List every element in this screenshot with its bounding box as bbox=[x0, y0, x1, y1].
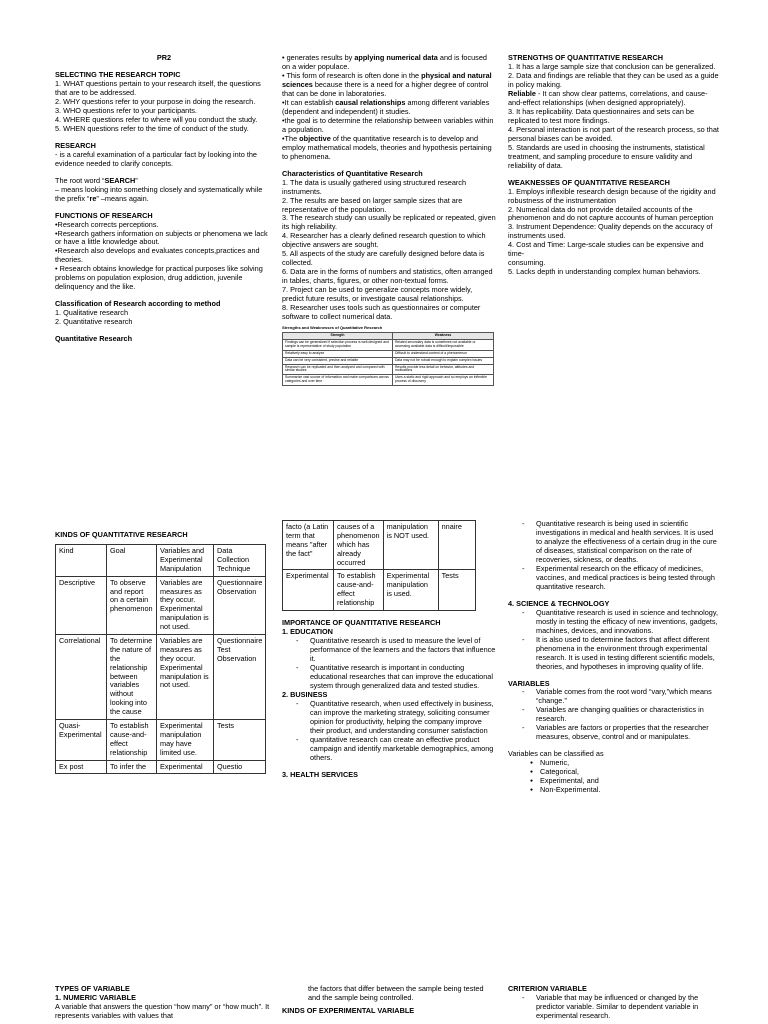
table-cell: Variables and Experimental Manipulation bbox=[157, 544, 214, 576]
page2-column-3 bbox=[508, 520, 720, 795]
table-cell: Data can be very consistent, precise and reliable bbox=[283, 357, 393, 364]
continuation-text: the factors that differ between the sample being tested and the sample being controlled. bbox=[308, 984, 484, 1002]
topic-heading: SELECTING THE RESEARCH TOPIC bbox=[55, 69, 181, 79]
functions-heading: FUNCTIONS OF RESEARCH bbox=[55, 210, 153, 220]
table-cell: Experimental bbox=[283, 570, 334, 611]
list-item: - Quantitative research is used to measure the level of performance of the learners and the factors that influence it. bbox=[296, 637, 496, 664]
quant-point: •The objective of the quantitative research is to develop and employ mathematical models, theories and hypothesis pertaining to phenomena. bbox=[282, 133, 492, 161]
characteristic-item: 5. All aspects of the study are carefully designed before data is collected. bbox=[282, 249, 485, 268]
variables-heading: VARIABLES bbox=[508, 678, 550, 688]
characteristic-item: 8. Researcher uses tools such as questionnaires or computer software to collect numerical data. bbox=[282, 303, 481, 322]
topic-item: 4. WHERE questions refer to where will you conduct the study. bbox=[55, 114, 258, 124]
classification-heading: Classification of Research according to method bbox=[55, 299, 221, 309]
page2-column-1 bbox=[55, 531, 279, 774]
table-cell: Tests bbox=[438, 570, 475, 611]
table-cell: Ex post bbox=[56, 760, 107, 774]
business-list bbox=[282, 700, 496, 763]
strengths-weaknesses-figure bbox=[282, 326, 496, 386]
list-item: - Quantitative research, when used effectively in business, can improve the marketing strategy, soliciting consumer opinion for productivity, helping the company improve their product, and understanding consumer satisfaction bbox=[296, 700, 496, 736]
table-cell: To establish cause-and-effect relationship bbox=[107, 720, 157, 761]
topic-item: 5. WHEN questions refer to the time of conduct of the study. bbox=[55, 123, 249, 133]
table-cell: Related secondary data is sometimes not available or accessing available data is difficult/impossible bbox=[392, 339, 493, 350]
table-cell: Correlational bbox=[56, 634, 107, 719]
table-cell: manipulation is NOT used. bbox=[383, 521, 438, 570]
page1-column-1 bbox=[55, 54, 273, 344]
function-item: • Research obtains knowledge for practical purposes like solving problems on population explosion, drug addiction, juvenile delinquency and the like. bbox=[55, 264, 263, 292]
function-item: •Research also develops and evaluates concepts,practices and theories. bbox=[55, 246, 260, 265]
quant-point: • generates results by applying numerical data and is focused on a wider populace. bbox=[282, 53, 487, 71]
kinds-table bbox=[55, 544, 266, 774]
education-list bbox=[282, 637, 496, 691]
strength-item: 3. It has replicability. Data questionnaires and sets can be replicated to test more findings. bbox=[508, 106, 695, 125]
types-heading: TYPES OF VARIABLE bbox=[55, 984, 130, 993]
strengths-weaknesses-table bbox=[282, 332, 494, 386]
classification-intro: Variables can be classified as bbox=[508, 749, 604, 759]
characteristic-item: 6. Data are in the forms of numbers and statistics, often arranged in tables, charts, figures, or other non-textual forms. bbox=[282, 267, 493, 286]
table-cell: To infer the bbox=[107, 760, 157, 774]
table-row bbox=[283, 350, 494, 357]
table-cell: To observe and report on a certain phenomenon bbox=[107, 576, 157, 634]
document-page-2 bbox=[0, 510, 768, 950]
list-item: - Quantitative research is used in science and technology, mostly in testing the efficacy of new inventions, gadgets, machines, devices, and innovations. bbox=[522, 609, 720, 636]
table-cell: nnaire bbox=[438, 521, 475, 570]
research-definition: - is a careful examination of a particular fact by looking into the evidence needed to clarify concepts. bbox=[55, 149, 257, 168]
table-row bbox=[283, 375, 494, 386]
table-header-cell: Weakness bbox=[392, 333, 493, 340]
strength-item: 1. It has a large sample size that conclusion can be generalized. bbox=[508, 61, 716, 71]
list-item: - It is also used to determine factors that affect different phenomena in the environment through experimental research. It is used in testing different scientific models, theories, and hypotheses in improving quality of life. bbox=[522, 636, 720, 672]
classification-list bbox=[508, 759, 720, 795]
table-cell: Variables are measures as they occur. Experimental manipulation is not used. bbox=[157, 634, 214, 719]
quantitative-heading: Quantitative Research bbox=[55, 334, 133, 344]
strength-item: 5. Standards are used in choosing the instruments, statistical treatment, and sampling procedure to ensure validity and reliability of data. bbox=[508, 142, 705, 170]
weakness-line: consuming. bbox=[508, 258, 546, 268]
weakness-line: robustness of the instrumentation bbox=[508, 195, 616, 205]
topic-item: 3. WHO questions refer to your participants. bbox=[55, 105, 197, 115]
table-cell: Experimental manipulation may have limited use. bbox=[157, 720, 214, 761]
table-row bbox=[56, 576, 266, 634]
table-cell: Summarize vast source of information and make comparisons across categories and over time bbox=[283, 375, 393, 386]
table-cell: Research can be replicated and then analyzed and compared with similar studies bbox=[283, 364, 393, 375]
table-cell: Goal bbox=[107, 544, 157, 576]
root-word-paragraph: The root word “SEARCH” – means looking into something closely and systematically while the prefix “re” –means again. bbox=[55, 175, 263, 203]
table-cell: Data Collection Technique bbox=[214, 544, 266, 576]
table-row bbox=[56, 544, 266, 576]
table-row bbox=[283, 364, 494, 375]
health-list bbox=[508, 520, 720, 592]
page3-column-2 bbox=[282, 984, 496, 1016]
list-item: - Variables are factors or properties that the researcher measures, observe, control and or manipulates. bbox=[522, 724, 720, 742]
table-cell: Descriptive bbox=[56, 576, 107, 634]
table-cell: Questionnaire Observation bbox=[214, 576, 266, 634]
strength-item: 2. Data and findings are reliable that they can be used as a guide in policy making. bbox=[508, 70, 719, 89]
kinds-table-continued bbox=[282, 520, 476, 611]
business-heading: 2. BUSINESS bbox=[282, 689, 328, 699]
classification-item: 1. Qualitative research bbox=[55, 308, 129, 318]
doc-title: PR2 bbox=[156, 53, 172, 62]
weakness-line: 5. Lacks depth in understanding complex human behaviors. bbox=[508, 267, 701, 277]
weakness-line: 1. Employs inflexible research design because of the rigidity and bbox=[508, 186, 716, 196]
table-cell: Uses a static and rigid approach and so employs an inflexible process of discovery bbox=[392, 375, 493, 386]
strength-item: Reliable - It can show clear patterns, correlations, and cause-and-effect relationships (when designed appropriately). bbox=[508, 88, 708, 107]
variables-list bbox=[508, 688, 720, 742]
table-cell: Quasi-Experimental bbox=[56, 720, 107, 761]
table-cell: Results provide less detail on behavior, attitudes and motivations bbox=[392, 364, 493, 375]
characteristic-item: 1. The data is usually gathered using structured research instruments. bbox=[282, 177, 467, 196]
list-item: ● Non-Experimental. bbox=[530, 786, 720, 795]
table-row bbox=[56, 634, 266, 719]
science-list bbox=[508, 609, 720, 672]
table-cell: Experimental manipulation is used. bbox=[383, 570, 438, 611]
research-heading: RESEARCH bbox=[55, 140, 96, 150]
quant-point: •the goal is to determine the relationship between variables within a population. bbox=[282, 115, 494, 134]
topic-item: 2. WHY questions refer to your purpose in doing the research. bbox=[55, 96, 256, 106]
function-item: •Research corrects perceptions. bbox=[55, 219, 159, 229]
topic-item: 1. WHAT questions pertain to your research itself, the questions that are to be addressed. bbox=[55, 78, 261, 97]
numeric-heading: 1. NUMERIC VARIABLE bbox=[55, 992, 136, 1002]
page2-column-2 bbox=[282, 520, 496, 779]
table-cell: Questionnaire Test Observation bbox=[214, 634, 266, 719]
weakness-line: 3. Instrument Dependence: Quality depends on the accuracy of bbox=[508, 222, 713, 232]
table-cell: To determine the nature of the relationship between variables without looking into the cause bbox=[107, 634, 157, 719]
table-cell: Relatively easy to analyze bbox=[283, 350, 393, 357]
table-row bbox=[283, 339, 494, 350]
characteristic-item: 3. The research study can usually be replicated or repeated, given its high reliability. bbox=[282, 213, 496, 232]
weaknesses-heading: WEAKNESSES OF QUANTITATIVE RESEARCH bbox=[508, 177, 670, 187]
list-item: - Quantitative research is being used in scientific investigations in medical and health services. It is used to analyze the effectiveness of a certain drug in the cure of diseases, statistical comparison on the rate of recoveries, sickness, or deaths. bbox=[522, 520, 720, 565]
kinds-experimental-heading: KINDS OF EXPERIMENTAL VARIABLE bbox=[282, 1005, 415, 1015]
weakness-line: instruments used. bbox=[508, 231, 566, 241]
table-row bbox=[283, 357, 494, 364]
list-item: ● Numeric, bbox=[530, 759, 720, 768]
weakness-line: 4. Cost and Time: Large-scale studies can be expensive and time- bbox=[508, 240, 704, 259]
table-row bbox=[56, 720, 266, 761]
table-cell: Kind bbox=[56, 544, 107, 576]
list-item: - Experimental research on the efficacy of medicines, vaccines, and medical practices is being tested through quantitative research. bbox=[522, 565, 720, 592]
characteristic-item: 2. The results are based on larger sample sizes that are representative of the population. bbox=[282, 195, 463, 214]
table-cell: Variables are measures as they occur. Experimental manipulation is not used. bbox=[157, 576, 214, 634]
table-row bbox=[283, 521, 476, 570]
list-item: - quantitative research can create an effective product campaign and identify marketable demographics, among others. bbox=[296, 736, 496, 763]
importance-heading: IMPORTANCE OF QUANTITATIVE RESEARCH bbox=[282, 618, 441, 628]
characteristics-heading: Characteristics of Quantitative Research bbox=[282, 168, 423, 178]
table-cell: To establish cause-and-effect relationship bbox=[334, 570, 384, 611]
list-item: ● Experimental, and bbox=[530, 777, 720, 786]
document-page-1 bbox=[0, 0, 768, 490]
page3-column-1 bbox=[55, 985, 273, 1021]
table-cell: Findings can be generalized if selection process is well-designed and sample is representative of study population bbox=[283, 339, 393, 350]
table-cell: Experimental bbox=[157, 760, 214, 774]
figure-caption: Strengths and Weaknesses of Quantitative Research bbox=[282, 325, 383, 331]
criterion-heading: CRITERION VARIABLE bbox=[508, 984, 587, 993]
list-item: - Variable that may be influenced or changed by the predictor variable. Similar to dependent variable in experimental research. bbox=[522, 994, 720, 1021]
table-cell: Difficult to understand context of a phenomenon bbox=[392, 350, 493, 357]
table-cell: Data may not be robust enough to explain complex issues bbox=[392, 357, 493, 364]
table-row bbox=[56, 760, 266, 774]
table-cell: Questio bbox=[214, 760, 266, 774]
quant-point: •It can establish causal relationships among different variables (dependent and independent) it studies. bbox=[282, 97, 490, 116]
page1-column-2 bbox=[282, 54, 496, 386]
weakness-line: phenomenon and do not capture accounts of human perception bbox=[508, 213, 714, 223]
list-item: - Quantitative research is important in conducting educational researches that can improve the educational system through generalized data and tested studies. bbox=[296, 664, 496, 691]
strength-item: 4. Personal interaction is not part of the research process, so that personal biases can be avoided. bbox=[508, 124, 719, 143]
list-item: ● Categorical, bbox=[530, 768, 720, 777]
table-cell: facto (a Latin term that means "after the fact" bbox=[283, 521, 334, 570]
list-item: - Variable comes from the root word “vary,”which means “change.” bbox=[522, 688, 720, 706]
list-item: - Variables are changing qualities or characteristics in research. bbox=[522, 706, 720, 724]
criterion-list bbox=[508, 994, 720, 1021]
kinds-heading: KINDS OF QUANTITATIVE RESEARCH bbox=[55, 530, 188, 539]
numeric-text: A variable that answers the question “how many” or “how much”. It represents variables with values that bbox=[55, 1001, 270, 1020]
page3-column-3 bbox=[508, 985, 720, 1021]
education-heading: 1. EDUCATION bbox=[282, 626, 333, 636]
table-header-cell: Strength bbox=[283, 333, 393, 340]
table-cell: causes of a phenomenon which has already occurred bbox=[334, 521, 384, 570]
quant-point: • This form of research is often done in the physical and natural sciences because there is a need for a higher degree of control that can be done in laboratories. bbox=[282, 70, 492, 98]
table-cell: Tests bbox=[214, 720, 266, 761]
characteristic-item: 7. Project can be used to generalize concepts more widely, predict future results, or investigate causal relationships. bbox=[282, 285, 473, 304]
science-heading: 4. SCIENCE & TECHNOLOGY bbox=[508, 598, 610, 608]
page1-column-3 bbox=[508, 54, 720, 277]
strengths-heading: STRENGTHS OF QUANTITATIVE RESEARCH bbox=[508, 53, 663, 62]
function-item: •Research gathers information on subjects or phenomena we lack or have a little knowledge about. bbox=[55, 228, 268, 247]
classification-item: 2. Quantitative research bbox=[55, 317, 133, 327]
table-row bbox=[283, 570, 476, 611]
document-page-3 bbox=[0, 975, 768, 1024]
health-heading: 3. HEALTH SERVICES bbox=[282, 769, 358, 779]
characteristic-item: 4. Researcher has a clearly defined research question to which objective answers are sought. bbox=[282, 231, 486, 250]
weakness-line: 2. Numerical data do not provide detailed accounts of the bbox=[508, 204, 693, 214]
